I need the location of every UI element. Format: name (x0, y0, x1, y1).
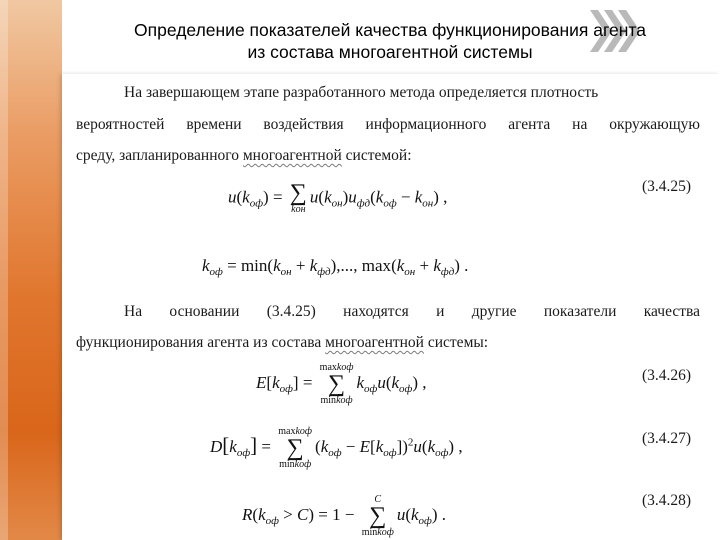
sidebar-highlight (0, 0, 8, 540)
slide-title (60, 19, 720, 63)
p2-line2-before: функционирования агента из состава (76, 334, 326, 351)
equation-number-4: (3.4.28) (642, 492, 692, 509)
paragraph1-line2: вероятностей времени воздействия информационного агента на окружающую (76, 116, 700, 133)
formula-3-4-27: $D[k_{оф}]$ = maxkоф ∑ minkоф $(k_{оф} - E[k_{оф}])^2u(k_{оф})$ , (210, 426, 463, 470)
p2-line2-after: системы: (423, 334, 489, 351)
equation-number-3: (3.4.27) (642, 430, 692, 447)
title-line-2: из состава многоагентной системы (247, 42, 533, 62)
p1-line3-before: среду, запланированного (76, 147, 243, 164)
formula-3-4-28: $R(k_{оф} > C) = 1$ − C ∑ minkоф $u(k_{оф})$ . (242, 494, 447, 538)
formula-3-4-25: $u(k_{оф})$ = ∑ kон $u(k_{он})u_{фд}(k_{оф} - k_{он})$ , (228, 180, 448, 215)
p1-line3-after: системой: (341, 147, 412, 164)
document-page (62, 74, 720, 540)
formula-3-4-26: $E[k_{оф}]$ = maxkоф ∑ minkоф $k_{оф}u(k_{оф})$ , (256, 362, 427, 406)
formula-k-of-range: $k_{оф} = \min(k_{он} + k_{фд})$,..., $\max(k_{он} + k_{фд})$ . (202, 256, 469, 278)
decorative-sidebar (0, 0, 62, 540)
equation-number-2: (3.4.26) (642, 367, 692, 384)
title-line-1: Определение показателей качества функционирования агента (134, 20, 646, 40)
p2-line2-underlined: многоагентной (325, 334, 424, 351)
p1-line3-underlined: многоагентной (242, 147, 342, 164)
paragraph1-line3 (76, 147, 412, 165)
equation-number-1: (3.4.25) (642, 178, 692, 195)
paragraph2-line2 (76, 334, 488, 352)
paragraph2-line1: На основании (3.4.25) находятся и другие показатели качества (124, 303, 700, 320)
paragraph1-line1: На завершающем этапе разработанного метода определяется плотность (124, 84, 599, 101)
